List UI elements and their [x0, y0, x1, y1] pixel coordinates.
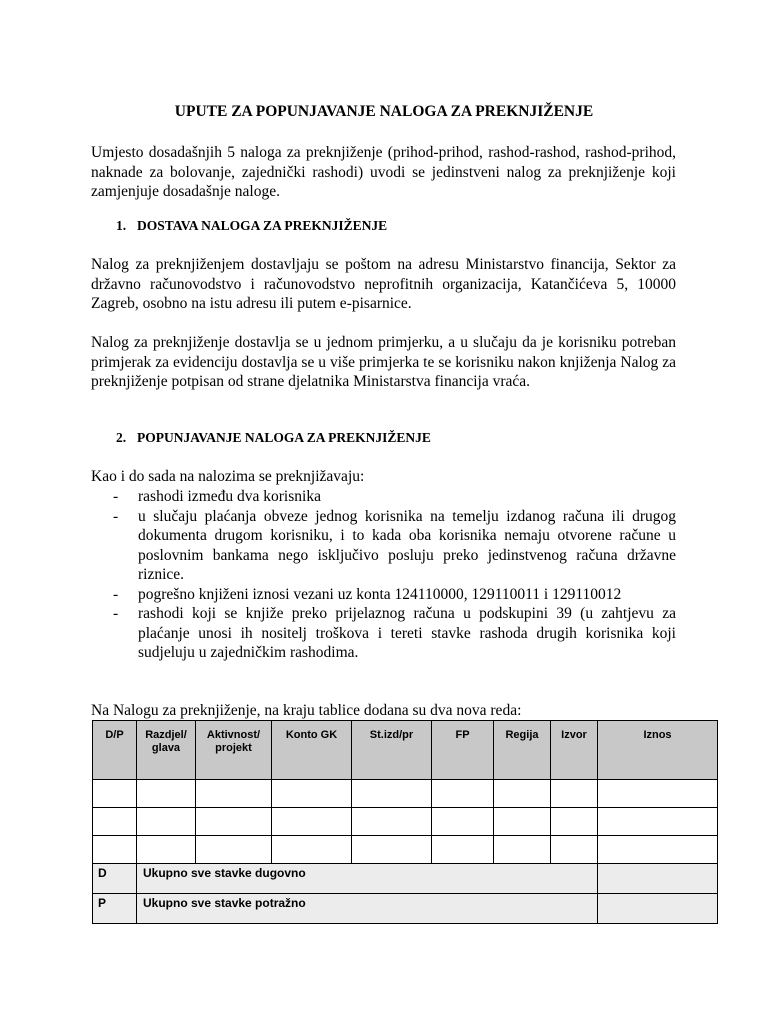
column-header-izvor: Izvor: [551, 721, 598, 780]
section-1-heading: [116, 218, 387, 234]
column-header-stizd: St.izd/pr: [352, 721, 432, 780]
column-header-fp: FP: [432, 721, 494, 780]
list-item: [91, 585, 676, 605]
summary-code: P: [93, 894, 137, 924]
section-2-heading: [116, 430, 431, 446]
table-row: [93, 836, 718, 864]
list-item-text: pogrešno knjiženi iznosi vezani uz konta 124110000, 129110011 i 129110012: [138, 585, 622, 603]
list-item: [91, 507, 676, 585]
list-item-text: u slučaju plaćanja obveze jednog korisnika na temelju izdanog računa ili drugog dokumenta drugom korisniku, i to kada oba korisnika nemaju otvorene račune u poslovnim bankama nego isključivo posluju preko jedinstvenog računa državne riznice.: [138, 507, 676, 583]
summary-code: D: [93, 864, 137, 894]
table-header-row: [93, 721, 718, 780]
summary-value-cell: [598, 894, 718, 924]
section-1-title: DOSTAVA NALOGA ZA PREKNJIŽENJE: [137, 218, 388, 233]
table-row: [93, 808, 718, 836]
page-title: UPUTE ZA POPUNJAVANJE NALOGA ZA PREKNJIŽENJE: [174, 103, 594, 120]
list-dash: -: [113, 585, 119, 603]
list-dash: -: [113, 507, 119, 525]
column-header-konto: Konto GK: [272, 721, 352, 780]
summary-row-dugovno: [93, 864, 718, 894]
summary-label: Ukupno sve stavke potražno: [137, 894, 598, 924]
column-header-regija: Regija: [494, 721, 551, 780]
column-header-dp: D/P: [93, 721, 137, 780]
list-dash: -: [113, 488, 119, 505]
section-2-title: POPUNJAVANJE NALOGA ZA PREKNJIŽENJE: [137, 430, 431, 445]
preknjizenje-list: [91, 487, 676, 663]
summary-label: Ukupno sve stavke dugovno: [137, 864, 598, 894]
section-2-lead: Kao i do sada na nalozima se preknjižavaju:: [91, 468, 365, 485]
section-1-paragraph-2: Nalog za preknjiženje dostavlja se u jednom primjerku, a u slučaju da je korisniku potreban primjerak za evidenciju dostavlja se u više primjerka te se korisniku nakon knjiženja Nalog za preknjiženje potpisan od strane djelatnika Ministarstva financija vraća.: [91, 334, 676, 390]
section-1-number: 1.: [116, 218, 127, 233]
list-item: [91, 604, 676, 663]
section-2-number: 2.: [116, 430, 127, 445]
list-item: [91, 487, 676, 507]
column-header-razdjel: Razdjel/ glava: [137, 721, 196, 780]
summary-value-cell: [598, 864, 718, 894]
column-header-aktivnost: Aktivnost/ projekt: [196, 721, 272, 780]
list-dash: -: [113, 605, 119, 622]
list-item-text: rashodi između dva korisnika: [138, 488, 321, 505]
list-item-text: rashodi koji se knjiže preko prijelaznog računa u podskupini 39 (u zahtjevu za plaćanje unosi ih nositelj troškova i tereti stavke rashoda drugih korisnika koji sudjeluju u zajedničkim rashodima.: [138, 605, 676, 661]
section-1-paragraph-1: Nalog za preknjiženjem dostavljaju se poštom na adresu Ministarstvo financija, Sektor za državno računovodstvo i računovodstvo neprofitnih organizacija, Katančićeva 5, 10000 Zagreb, osobno na istu adresu ili putem e-pisarnice.: [91, 256, 676, 312]
column-header-iznos: Iznos: [598, 721, 718, 780]
intro-paragraph: Umjesto dosadašnjih 5 naloga za preknjiženje (prihod-prihod, rashod-rashod, rashod-prihod, naknade za bolovanje, zajednički rashodi) uvodi se jedinstveni nalog za preknjiženje koji zamjenjuje dosadašnje naloge.: [91, 144, 676, 200]
summary-row-potrazno: [93, 894, 718, 924]
nalog-table: [92, 720, 718, 924]
table-lead: Na Nalogu za preknjiženje, na kraju tablice dodana su dva nova reda:: [91, 702, 522, 719]
table-row: [93, 780, 718, 808]
